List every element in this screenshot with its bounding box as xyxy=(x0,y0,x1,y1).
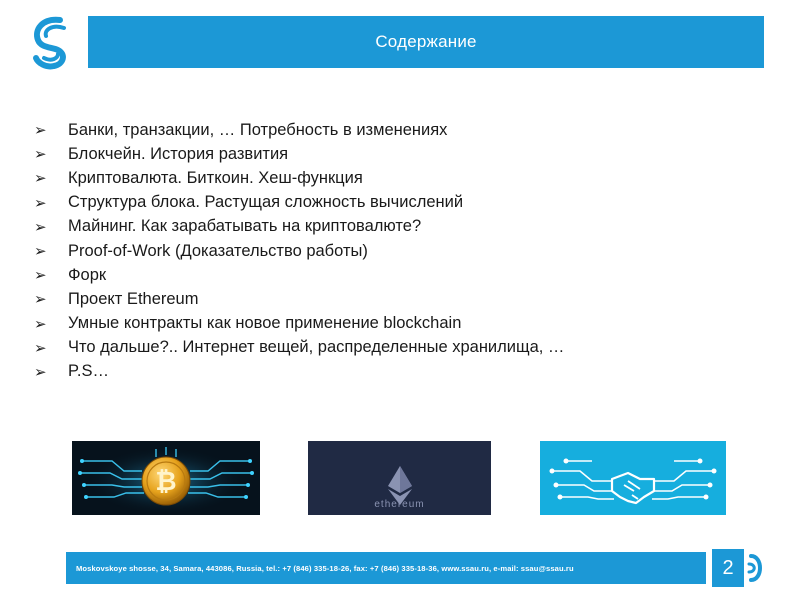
arrow-bullet-icon: ➢ xyxy=(34,218,47,236)
list-item xyxy=(34,239,754,263)
arrow-bullet-icon: ➢ xyxy=(34,243,47,261)
ethereum-logo-image xyxy=(308,441,491,515)
footer-bar xyxy=(66,552,706,584)
list-item-text: Структура блока. Растущая сложность вычислений xyxy=(68,193,464,212)
list-item-text: Форк xyxy=(68,265,107,284)
list-item xyxy=(34,166,754,190)
arrow-bullet-icon: ➢ xyxy=(34,267,47,285)
footer-contact: Moskovskoye shosse, 34, Samara, 443086, Russia, tel.: +7 (846) 335-18-26, fax: +7 (846) 335-18-36, www.ssau.ru, e-mail: ssau@ssau.ru xyxy=(76,563,574,573)
svg-text:₿: ₿ xyxy=(155,466,177,496)
header-bar xyxy=(88,16,764,68)
list-item xyxy=(34,336,754,360)
list-item-text: P.S… xyxy=(68,362,109,381)
list-item xyxy=(34,360,754,384)
arrow-bullet-icon: ➢ xyxy=(34,194,47,212)
list-item-text: Умные контракты как новое применение blockchain xyxy=(68,314,462,333)
ethereum-caption: ethereum xyxy=(374,499,425,510)
list-item-text: Что дальше?.. Интернет вещей, распределенные хранилища, … xyxy=(68,338,565,357)
page-title: Содержание xyxy=(375,32,477,51)
arrow-bullet-icon: ➢ xyxy=(34,146,47,164)
list-item-text: Блокчейн. История развития xyxy=(68,144,289,163)
list-item-text: Proof-of-Work (Доказательство работы) xyxy=(68,241,368,260)
arrow-bullet-icon: ➢ xyxy=(34,122,47,140)
list-item xyxy=(34,191,754,215)
list-item xyxy=(34,263,754,287)
arrow-bullet-icon: ➢ xyxy=(34,363,47,381)
page-number-text: 2 xyxy=(722,556,734,579)
ssau-logo-icon xyxy=(30,14,76,72)
list-item-text: Майнинг. Как зарабатывать на криптовалюте? xyxy=(68,217,422,236)
page-number xyxy=(712,549,744,587)
handshake-circuit-image xyxy=(540,441,726,515)
arrow-bullet-icon: ➢ xyxy=(34,339,47,357)
bitcoin-circuit-image xyxy=(72,441,260,515)
ssau-logo-small-icon xyxy=(745,550,767,586)
arrow-bullet-icon: ➢ xyxy=(34,170,47,188)
list-item xyxy=(34,215,754,239)
list-item-text: Банки, транзакции, … Потребность в изменениях xyxy=(68,120,448,139)
list-item xyxy=(34,118,754,142)
list-item-text: Криптовалюта. Биткоин. Хеш-функция xyxy=(68,168,363,187)
table-of-contents xyxy=(34,118,754,384)
list-item xyxy=(34,142,754,166)
list-item xyxy=(34,312,754,336)
bitcoin-circuit-icon xyxy=(72,441,260,515)
arrow-bullet-icon: ➢ xyxy=(34,315,47,333)
handshake-circuit-icon xyxy=(540,441,726,515)
arrow-bullet-icon: ➢ xyxy=(34,291,47,309)
list-item-text: Проект Ethereum xyxy=(68,289,199,308)
list-item xyxy=(34,287,754,311)
